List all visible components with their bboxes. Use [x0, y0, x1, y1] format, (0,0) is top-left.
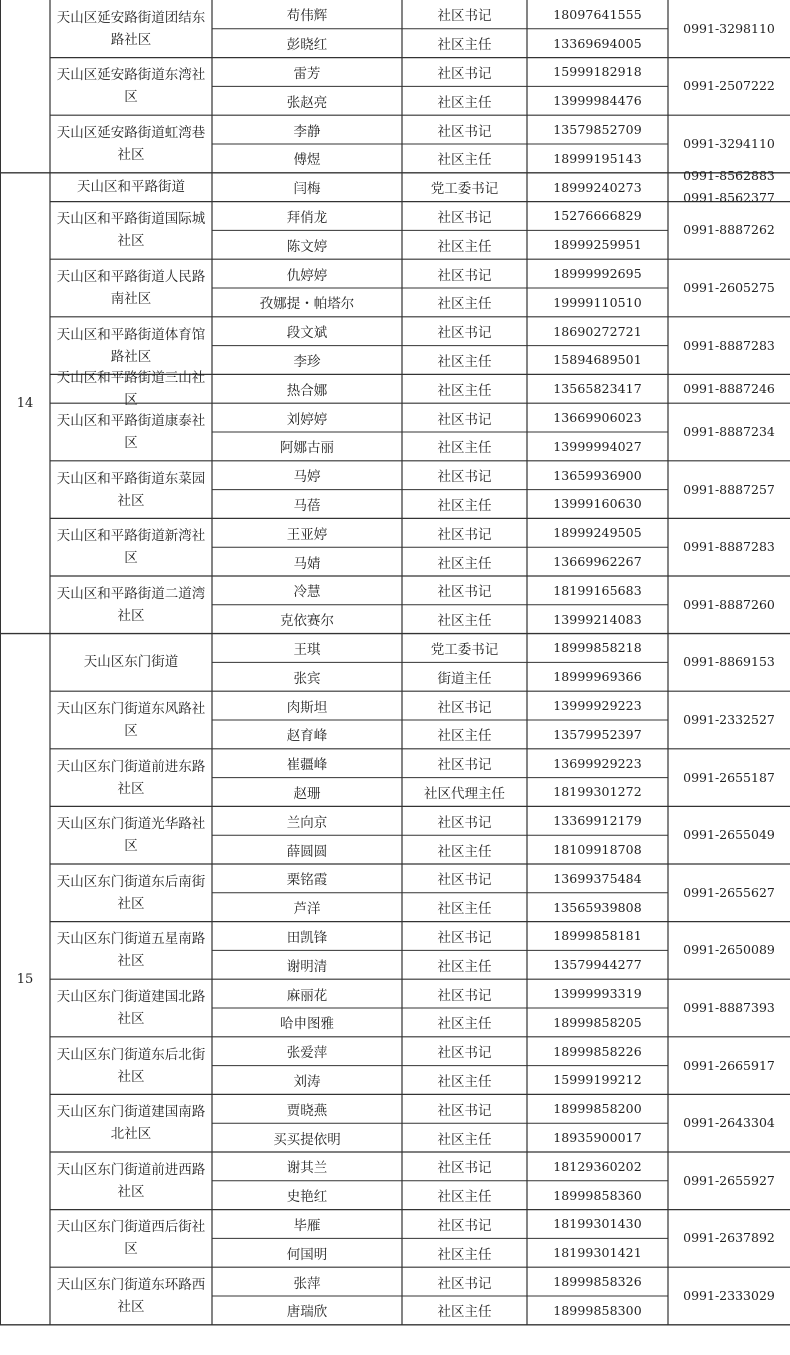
person-mobile: 18999858360: [553, 1187, 642, 1203]
unit-name: 天山区延安路街道虹湾巷社区: [56, 124, 206, 163]
unit-name: 天山区东门街道前进东路社区: [56, 758, 206, 797]
person-name: 崔疆峰: [286, 757, 328, 774]
person-name: 段文斌: [286, 325, 328, 342]
group-index: 14: [16, 395, 34, 411]
person-name: 马蓓: [293, 497, 321, 514]
person-name: 赵珊: [293, 785, 321, 802]
office-phone: [668, 317, 790, 375]
person-name: 克依赛尔: [280, 613, 334, 630]
unit-name: 天山区东门街道光华路社区: [56, 816, 206, 855]
unit-name: 天山区和平路街道三山社区: [56, 369, 206, 408]
person-role: 社区主任: [437, 1246, 492, 1263]
person-role: 社区书记: [437, 123, 492, 140]
person-role: 社区书记: [437, 814, 492, 831]
person-name: 马婧: [293, 555, 321, 572]
person-mobile: 18999858181: [553, 928, 642, 944]
person-name: 王琪: [293, 641, 321, 658]
person-name: 田凯锋: [286, 929, 328, 946]
office-phone: [668, 1037, 790, 1095]
person-name: 冷慧: [293, 584, 321, 601]
office-phone-number: 0991-8887234: [683, 423, 775, 439]
person-mobile: 13669962267: [553, 554, 642, 570]
person-role: 社区书记: [437, 65, 492, 82]
person-role: 社区主任: [437, 382, 492, 399]
person-name: 仇婷婷: [286, 267, 328, 284]
person-name: 张赵亮: [286, 94, 328, 111]
person-role: 社区主任: [437, 152, 492, 169]
person-role: 社区书记: [437, 469, 492, 486]
person-mobile: 18935900017: [553, 1130, 642, 1146]
office-phone-number: 0991-2507222: [683, 78, 775, 94]
person-role: 社区书记: [437, 526, 492, 543]
office-phone: [668, 518, 790, 576]
person-name: 赵育峰: [286, 728, 328, 745]
person-role: 社区主任: [437, 1016, 492, 1033]
office-phone-number: 0991-3298110: [683, 20, 775, 36]
office-phone: [668, 0, 790, 58]
person-role: 社区主任: [437, 958, 492, 975]
office-phone: [668, 461, 790, 519]
person-name: 孜娜提・帕塔尔: [259, 296, 355, 313]
person-name: 苟伟辉: [286, 8, 328, 25]
office-phone: [668, 403, 790, 461]
office-phone-number: 0991-2650089: [683, 942, 775, 958]
office-phone: [668, 58, 790, 116]
person-name: 麻丽花: [286, 987, 328, 1004]
person-name: 王亚婷: [286, 526, 328, 543]
office-phone-number: 0991-8887260: [683, 596, 775, 612]
person-mobile: 13699375484: [553, 870, 642, 886]
person-role: 党工委书记: [430, 641, 499, 658]
person-role: 社区书记: [437, 267, 492, 284]
person-name: 闫梅: [293, 181, 321, 198]
person-role: 社区书记: [437, 872, 492, 889]
person-mobile: 18999249505: [553, 525, 642, 541]
office-phone-number: 0991-8869153: [683, 654, 775, 670]
person-mobile: 15276666829: [553, 208, 642, 224]
person-role: 社区主任: [437, 296, 492, 313]
person-role: 社区主任: [437, 555, 492, 572]
office-phone-number: 0991-3294110: [683, 135, 775, 151]
person-role: 社区主任: [437, 1189, 492, 1206]
office-phone-number: 0991-2655049: [683, 827, 775, 843]
person-mobile: 18199301430: [553, 1216, 642, 1232]
office-phone-number: 0991-2643304: [683, 1115, 775, 1131]
unit-name: 天山区东门街道东后南街社区: [56, 873, 206, 912]
person-name: 唐瑞欣: [286, 1304, 328, 1321]
unit-name: 天山区和平路街道新湾社区: [56, 528, 206, 567]
person-mobile: 18690272721: [553, 323, 642, 339]
person-mobile: 18199301272: [553, 784, 642, 800]
unit-name: 天山区和平路街道体育馆路社区: [56, 326, 206, 365]
office-phone: [668, 576, 790, 634]
unit-name: 天山区东门街道东后北街社区: [56, 1046, 206, 1085]
person-role: 社区书记: [437, 1160, 492, 1177]
office-phone: [668, 864, 790, 922]
person-name: 李静: [293, 123, 321, 140]
person-mobile: 18999259951: [553, 237, 642, 253]
office-phone-number: 0991-2665917: [683, 1057, 775, 1073]
person-mobile: 18199301421: [553, 1245, 642, 1261]
person-mobile: 18097641555: [553, 6, 642, 22]
person-name: 何国明: [286, 1246, 328, 1263]
unit-name: 天山区和平路街道康泰社区: [56, 412, 206, 451]
office-phone-number: 0991-2655627: [683, 884, 775, 900]
person-name: 谢其兰: [286, 1160, 328, 1177]
person-name: 哈申图雅: [280, 1016, 334, 1033]
person-mobile: 13579852709: [553, 122, 642, 138]
person-role: 社区主任: [437, 843, 492, 860]
unit-name: 天山区东门街道前进西路社区: [56, 1161, 206, 1200]
unit-name: 天山区和平路街道东菜园社区: [56, 470, 206, 509]
person-role: 社区书记: [437, 1045, 492, 1062]
unit-name: 天山区东门街道东风路社区: [56, 700, 206, 739]
person-name: 傅煜: [293, 152, 321, 169]
person-role: 社区主任: [437, 613, 492, 630]
person-mobile: 13699929223: [553, 755, 642, 771]
unit-name: 天山区东门街道五星南路社区: [56, 931, 206, 970]
office-phone-number: 0991-8887283: [683, 337, 775, 353]
office-phone-number: 0991-2332527: [683, 711, 775, 727]
person-name: 芦洋: [293, 901, 321, 918]
person-name: 拜俏龙: [286, 209, 328, 226]
person-role: 社区书记: [437, 325, 492, 342]
person-role: 社区代理主任: [424, 785, 505, 802]
person-name: 刘婷婷: [286, 411, 328, 428]
person-role: 社区主任: [437, 94, 492, 111]
office-phone: [668, 1152, 790, 1210]
unit-name: 天山区东门街道西后街社区: [56, 1219, 206, 1258]
office-phone: [668, 1267, 790, 1325]
office-phone: [668, 1210, 790, 1268]
person-role: 社区主任: [437, 1073, 492, 1090]
office-phone: [668, 979, 790, 1037]
person-role: 社区主任: [437, 728, 492, 745]
person-name: 薛圆圆: [286, 843, 328, 860]
person-name: 马婷: [293, 469, 321, 486]
office-phone: [668, 168, 790, 206]
person-role: 社区主任: [437, 1304, 492, 1321]
person-name: 彭晓红: [286, 37, 328, 54]
person-name: 买买提依明: [273, 1131, 341, 1148]
person-name: 张萍: [293, 1275, 321, 1292]
person-mobile: 19999110510: [553, 294, 642, 310]
person-mobile: 15999182918: [553, 64, 642, 80]
unit-name: 天山区东门街道建国南路北社区: [56, 1104, 206, 1143]
office-phone: [668, 115, 790, 173]
office-phone-number: 0991-2655927: [683, 1172, 775, 1188]
person-mobile: 18999992695: [553, 266, 642, 282]
unit-name: 天山区和平路街道人民路南社区: [56, 268, 206, 307]
person-name: 张爱萍: [286, 1045, 328, 1062]
office-phone: [668, 1094, 790, 1152]
person-mobile: 13565939808: [553, 899, 642, 915]
office-phone: [668, 374, 790, 403]
person-name: 阿娜古丽: [280, 440, 334, 457]
person-mobile: 18199165683: [553, 582, 642, 598]
office-phone-number: 0991-8562377: [683, 190, 775, 206]
person-name: 史艳红: [286, 1189, 328, 1206]
office-phone: [668, 202, 790, 260]
office-phone: [668, 749, 790, 807]
person-mobile: 18999858218: [553, 640, 642, 656]
unit-name: 天山区延安路街道团结东路社区: [56, 9, 206, 48]
person-mobile: 18999195143: [553, 150, 642, 166]
person-mobile: 18129360202: [553, 1158, 642, 1174]
person-role: 社区书记: [437, 757, 492, 774]
person-role: 社区书记: [437, 8, 492, 25]
person-mobile: 18999858226: [553, 1043, 642, 1059]
person-name: 肉斯坦: [286, 699, 328, 716]
person-mobile: 13659936900: [553, 467, 642, 483]
person-mobile: 13369912179: [553, 813, 642, 829]
person-role: 社区书记: [437, 1102, 492, 1119]
person-role: 社区主任: [437, 901, 492, 918]
person-mobile: 13579944277: [553, 957, 642, 973]
person-mobile: 13999984476: [553, 93, 642, 109]
office-phone: [668, 922, 790, 980]
person-mobile: 13999994027: [553, 438, 642, 454]
person-mobile: 15999199212: [553, 1072, 642, 1088]
person-role: 街道主任: [437, 670, 492, 687]
person-role: 社区主任: [437, 440, 492, 457]
office-phone-number: 0991-8887393: [683, 999, 775, 1015]
person-mobile: 13669906023: [553, 410, 642, 426]
person-role: 社区主任: [437, 353, 492, 370]
person-role: 社区主任: [437, 1131, 492, 1148]
person-mobile: 13999993319: [553, 986, 642, 1002]
person-name: 贾晓燕: [286, 1102, 328, 1119]
person-mobile: 18999858300: [553, 1302, 642, 1318]
office-phone-number: 0991-8887246: [683, 380, 775, 396]
unit-name: 天山区和平路街道国际城社区: [56, 211, 206, 250]
person-mobile: 13369694005: [553, 35, 642, 51]
person-name: 毕雁: [293, 1217, 321, 1234]
person-mobile: 13565823417: [553, 381, 642, 397]
office-phone: [668, 634, 790, 692]
person-mobile: 18109918708: [553, 842, 642, 858]
person-role: 社区书记: [437, 411, 492, 428]
person-name: 李珍: [293, 353, 321, 370]
person-mobile: 18999858326: [553, 1274, 642, 1290]
office-phone-number: 0991-2655187: [683, 769, 775, 785]
office-phone: [668, 806, 790, 864]
person-role: 社区书记: [437, 987, 492, 1004]
person-mobile: 18999240273: [553, 179, 642, 195]
unit-name: 天山区延安路街道东湾社区: [56, 67, 206, 106]
person-role: 社区主任: [437, 238, 492, 255]
unit-name: 天山区和平路街道: [77, 179, 185, 196]
person-mobile: 18999858200: [553, 1101, 642, 1117]
person-role: 党工委书记: [430, 181, 499, 198]
office-phone-number: 0991-8887262: [683, 222, 775, 238]
person-name: 谢明清: [286, 958, 328, 975]
office-phone-number: 0991-8887283: [683, 539, 775, 555]
person-role: 社区书记: [437, 209, 492, 226]
unit-name: 天山区东门街道: [83, 654, 179, 671]
person-role: 社区书记: [437, 699, 492, 716]
person-name: 热合娜: [286, 382, 328, 399]
person-role: 社区主任: [437, 37, 492, 54]
person-name: 栗铭霞: [286, 872, 328, 889]
office-phone-number: 0991-2637892: [683, 1230, 775, 1246]
unit-name: 天山区东门街道东环路西社区: [56, 1276, 206, 1315]
person-mobile: 15894689501: [553, 352, 642, 368]
person-role: 社区书记: [437, 1275, 492, 1292]
person-mobile: 13999929223: [553, 698, 642, 714]
person-mobile: 18999969366: [553, 669, 642, 685]
person-name: 兰向京: [286, 814, 328, 831]
office-phone-number: 0991-2605275: [683, 279, 775, 295]
person-role: 社区主任: [437, 497, 492, 514]
person-mobile: 13999214083: [553, 611, 642, 627]
unit-name: 天山区东门街道建国北路社区: [56, 988, 206, 1027]
person-role: 社区书记: [437, 1217, 492, 1234]
office-phone: [668, 691, 790, 749]
person-name: 张宾: [293, 670, 321, 687]
person-mobile: 18999858205: [553, 1014, 642, 1030]
person-role: 社区书记: [437, 929, 492, 946]
person-role: 社区书记: [437, 584, 492, 601]
office-phone-number: 0991-8887257: [683, 481, 775, 497]
person-mobile: 13579952397: [553, 726, 642, 742]
office-phone-number: 0991-2333029: [683, 1287, 775, 1303]
unit-name: 天山区和平路街道二道湾社区: [56, 585, 206, 624]
person-mobile: 13999160630: [553, 496, 642, 512]
person-name: 刘涛: [293, 1073, 321, 1090]
group-index: 15: [16, 971, 34, 987]
office-phone-number: 0991-8562883: [683, 168, 775, 184]
person-name: 陈文婷: [286, 238, 328, 255]
person-name: 雷芳: [293, 65, 321, 82]
office-phone: [668, 259, 790, 317]
